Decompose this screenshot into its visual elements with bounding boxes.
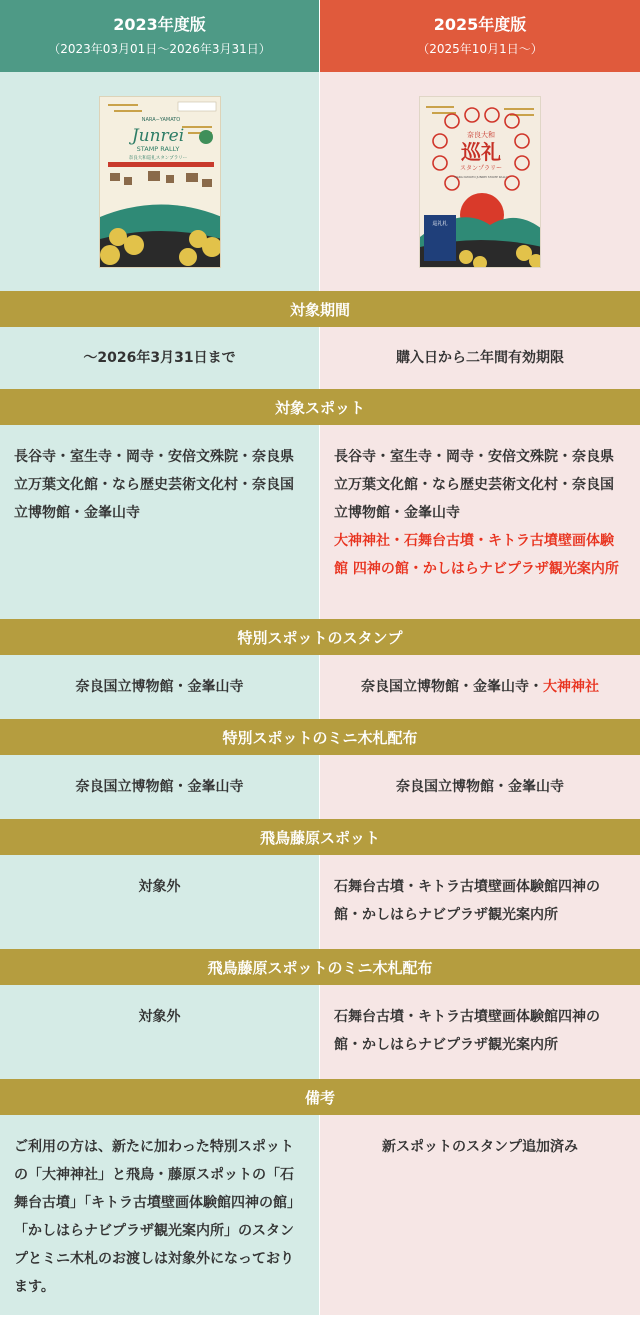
asuka-row [0, 855, 640, 949]
section-heading-asuka-mini: 飛鳥藤原スポットのミニ木札配布 [0, 949, 640, 985]
cover-2025-subtitle: スタンプラリー [459, 164, 503, 172]
asuka-mini-2023: 対象外 [0, 985, 320, 1079]
cover-2025-en: NARA-YAMATO JUNREI STAMP RALLY [454, 174, 508, 179]
asuka-mini-2025: 石舞台古墳・キトラ古墳壁画体験館四神の館・かしはらナビプラザ観光案内所 [320, 985, 640, 1079]
period-2025: 購入日から二年間有効期限 [320, 327, 640, 389]
section-heading-asuka: 飛鳥藤原スポット [0, 819, 640, 855]
special-stamp-row [0, 655, 640, 719]
spots-2025-new: 大神神社・石舞台古墳・キトラ古墳壁画体験館 四神の館・かしはらナビプラザ観光案内所 [334, 533, 619, 577]
cover-2025-image [419, 96, 541, 268]
special-mini-row [0, 755, 640, 819]
edition-2023-title: 2023年度版 [113, 15, 206, 34]
cover-2023-image [99, 96, 221, 268]
edition-2025-header [320, 0, 640, 72]
cover-2023-brand: NARA−YAMATO [141, 116, 180, 123]
special-stamp-2025 [320, 655, 640, 719]
spots-2025-existing: 長谷寺・室生寺・岡寺・安倍文殊院・奈良県立万葉文化館・なら歴史芸術文化村・奈良国立博物館・金峯山寺 [334, 449, 614, 521]
spots-2025 [320, 425, 640, 619]
edition-header-row [0, 0, 640, 72]
asuka-2023: 対象外 [0, 855, 320, 949]
special-mini-2023: 奈良国立博物館・金峯山寺 [0, 755, 320, 819]
period-row [0, 327, 640, 389]
edition-2025-title: 2025年度版 [433, 15, 527, 34]
cover-2025-brand: 奈良大和 [467, 130, 495, 139]
section-heading-special-stamp: 特別スポットのスタンプ [0, 619, 640, 655]
notes-2025: 新スポットのスタンプ追加済み [320, 1115, 640, 1315]
spots-2023: 長谷寺・室生寺・岡寺・安倍文殊院・奈良県立万葉文化館・なら歴史芸術文化村・奈良国立博物館・金峯山寺 [0, 425, 320, 619]
edition-2023-period: （2023年03月01日〜2026年3月31日） [48, 42, 271, 56]
section-heading-special-mini: 特別スポットのミニ木札配布 [0, 719, 640, 755]
cover-2023-subtitle: STAMP RALLY [136, 144, 179, 153]
section-heading-spots: 対象スポット [0, 389, 640, 425]
special-stamp-2023: 奈良国立博物館・金峯山寺 [0, 655, 320, 719]
section-heading-notes: 備考 [0, 1079, 640, 1115]
cover-2023-cell [0, 72, 320, 291]
cover-2025-tag: 巡礼札 [432, 220, 448, 227]
notes-2023: ご利用の方は、新たに加わった特別スポットの「大神神社」と飛鳥・藤原スポットの「石舞台古墳」「キトラ古墳壁画体験館四神の館」「かしはらナビプラザ観光案内所」のスタンプとミニ木札のお渡しは対象外になっております。 [0, 1115, 320, 1315]
section-heading-period: 対象期間 [0, 291, 640, 327]
cover-images-row [0, 72, 640, 291]
cover-2023-jp: 奈良大和巡礼スタンプラリー [128, 155, 187, 161]
special-stamp-2025-existing: 奈良国立博物館・金峯山寺・ [361, 679, 543, 695]
cover-2025-title: 巡礼 [461, 139, 501, 164]
notes-row [0, 1115, 640, 1315]
edition-2025-period: （2025年10月1日〜） [417, 42, 543, 56]
cover-2023-title: Junrei [131, 125, 184, 146]
asuka-mini-row [0, 985, 640, 1079]
special-stamp-2025-new: 大神神社 [543, 679, 599, 695]
period-2023: 〜2026年3月31日まで [0, 327, 320, 389]
edition-2023-header [0, 0, 320, 72]
spots-row [0, 425, 640, 619]
asuka-2025: 石舞台古墳・キトラ古墳壁画体験館四神の館・かしはらナビプラザ観光案内所 [320, 855, 640, 949]
cover-2025-cell [320, 72, 640, 291]
special-mini-2025: 奈良国立博物館・金峯山寺 [320, 755, 640, 819]
